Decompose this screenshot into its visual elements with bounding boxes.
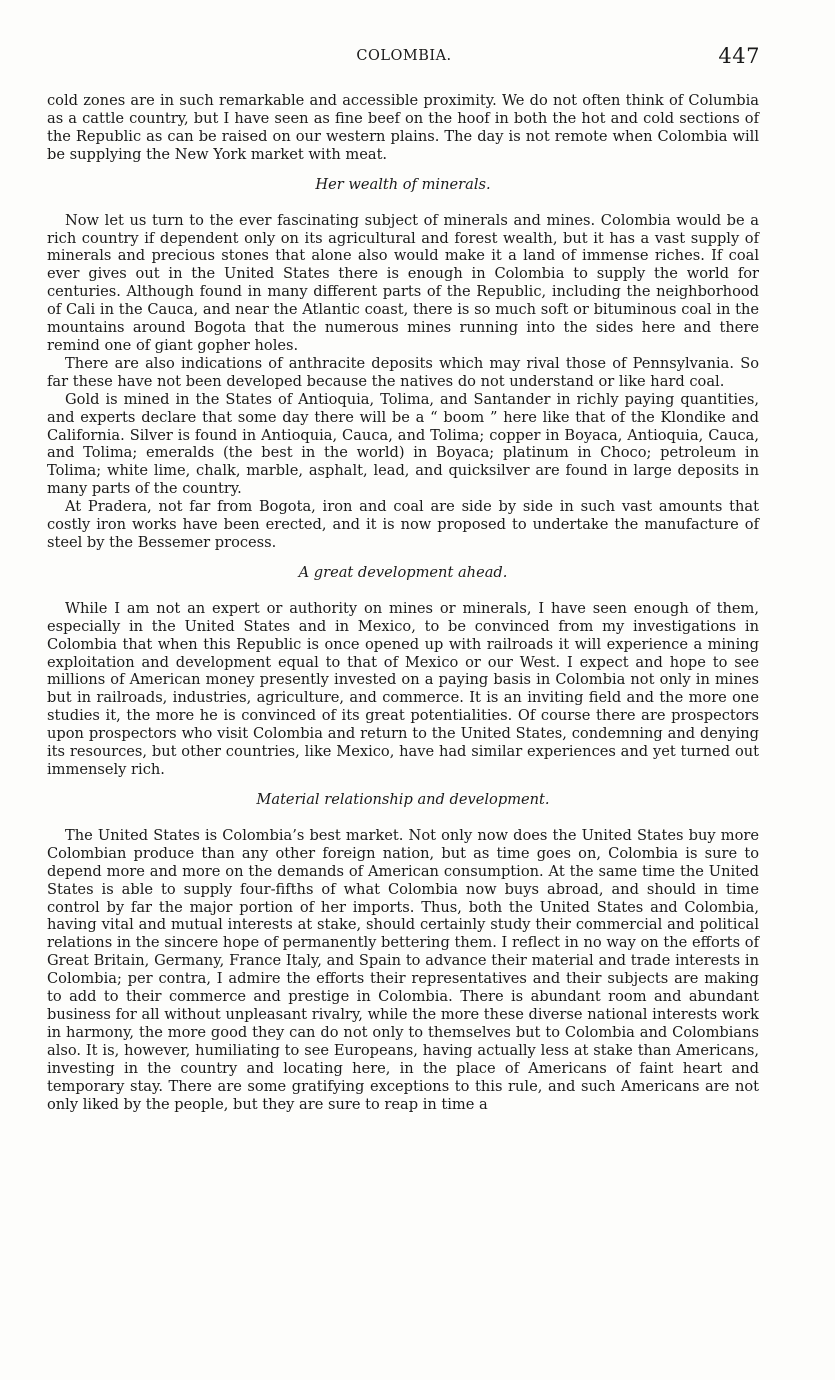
- running-title: COLOMBIA.: [356, 48, 452, 64]
- running-head: [48, 44, 760, 72]
- section-heading-minerals: Her wealth of minerals.: [315, 175, 491, 193]
- page-number: 447: [718, 44, 760, 68]
- paragraph: The United States is Colombia’s best market. Not only now does the United States buy more Colombian produce than any other foreign nation, but as time goes on, Colombia is sure to depend more and more on the demands of American consumption. At the same time the United States is able to supply four-fifths of what Colombia now buys abroad, and should in time control by far the major portion of her imports. Thus, both the United States and Colombia, having vital and mutual interests at stake, should certainly study their commercial and political relations in the sincere hope of permanently bettering them. I reflect in no way on the efforts of Great Britain, Germany, France Italy, and Spain to advance their material and trade interests in Colombia; per contra, I admire the efforts their representatives and their subjects are making to add to their commerce and prestige in Colombia. There is abundant room and abundant business for all without unpleasant rivalry, while the more these diverse national interests work in harmony, the more good they can do not only to themselves but to Colombia and Colombians also. It is, however, humiliating to see Europeans, having actually less at stake than Americans, investing in the country and locating here, in the place of Americans of faint heart and temporary stay. There are some gratifying exceptions to this rule, and such Americans are not only liked by the people, but they are sure to reap in time a: [47, 826, 759, 1113]
- paragraph: Gold is mined in the States of Antioquia, Tolima, and Santander in richly paying quantities, and experts declare that some day there will be a “ boom ” here like that of the Klondike and California. Silver is found in Antioquia, Cauca, and Tolima; copper in Boyaca, Antioquia, Cauca, and Tolima; emeralds (the best in the world) in Boyaca; platinum in Choco; petroleum in Tolima; white lime, chalk, marble, asphalt, lead, and quicksilver are found in large deposits in many parts of the country.: [47, 390, 759, 498]
- paragraph-continued: cold zones are in such remarkable and accessible proximity. We do not often think of Columbia as a cattle country, but I have seen as fine beef on the hoof in both the hot and cold sections of the Republic as can be raised on our western plains. The day is not remote when Colombia will be supplying the New York market with meat.: [47, 92, 759, 163]
- paragraph: There are also indications of anthracite deposits which may rival those of Pennsylvania. So far these have not been developed because the natives do not understand or like hard coal.: [47, 354, 759, 390]
- paragraph: While I am not an expert or authority on mines or minerals, I have seen enough of them, especially in the United States and in Mexico, to be convinced from my investigations in Colombia that when this Republic is once opened up with railroads it will experience a mining exploitation and development equal to that of Mexico or our West. I expect and hope to see millions of American money presently invested on a paying basis in Colombia not only in mines but in railroads, industries, agriculture, and commerce. It is an inviting field and the more one studies it, the more he is convinced of its great potentialities. Of course there are prospectors upon prospectors who visit Colombia and return to the United States, condemning and denying its resources, but other countries, like Mexico, have had similar experiences and yet turned out immensely rich.: [47, 599, 759, 778]
- section-heading-development: A great development ahead.: [298, 563, 508, 581]
- section-heading-relationship: Material relationship and development.: [256, 790, 550, 808]
- page-body: [47, 92, 759, 1113]
- paragraph: Now let us turn to the ever fascinating subject of minerals and mines. Colombia would be a rich country if dependent only on its agricultural and forest wealth, but it has a vast supply of minerals and precious stones that alone also would make it a land of immense riches. If coal ever gives out in the United States there is enough in Colombia to supply the world for centuries. Although found in many different parts of the Republic, including the neighborhood of Cali in the Cauca, and near the Atlantic coast, there is so much soft or bituminous coal in the mountains around Bogota that the numerous mines running into the sides here and there remind one of giant gopher holes.: [47, 211, 759, 354]
- paragraph: At Pradera, not far from Bogota, iron and coal are side by side in such vast amounts that costly iron works have been erected, and it is now proposed to undertake the manufacture of steel by the Bessemer process.: [47, 498, 759, 551]
